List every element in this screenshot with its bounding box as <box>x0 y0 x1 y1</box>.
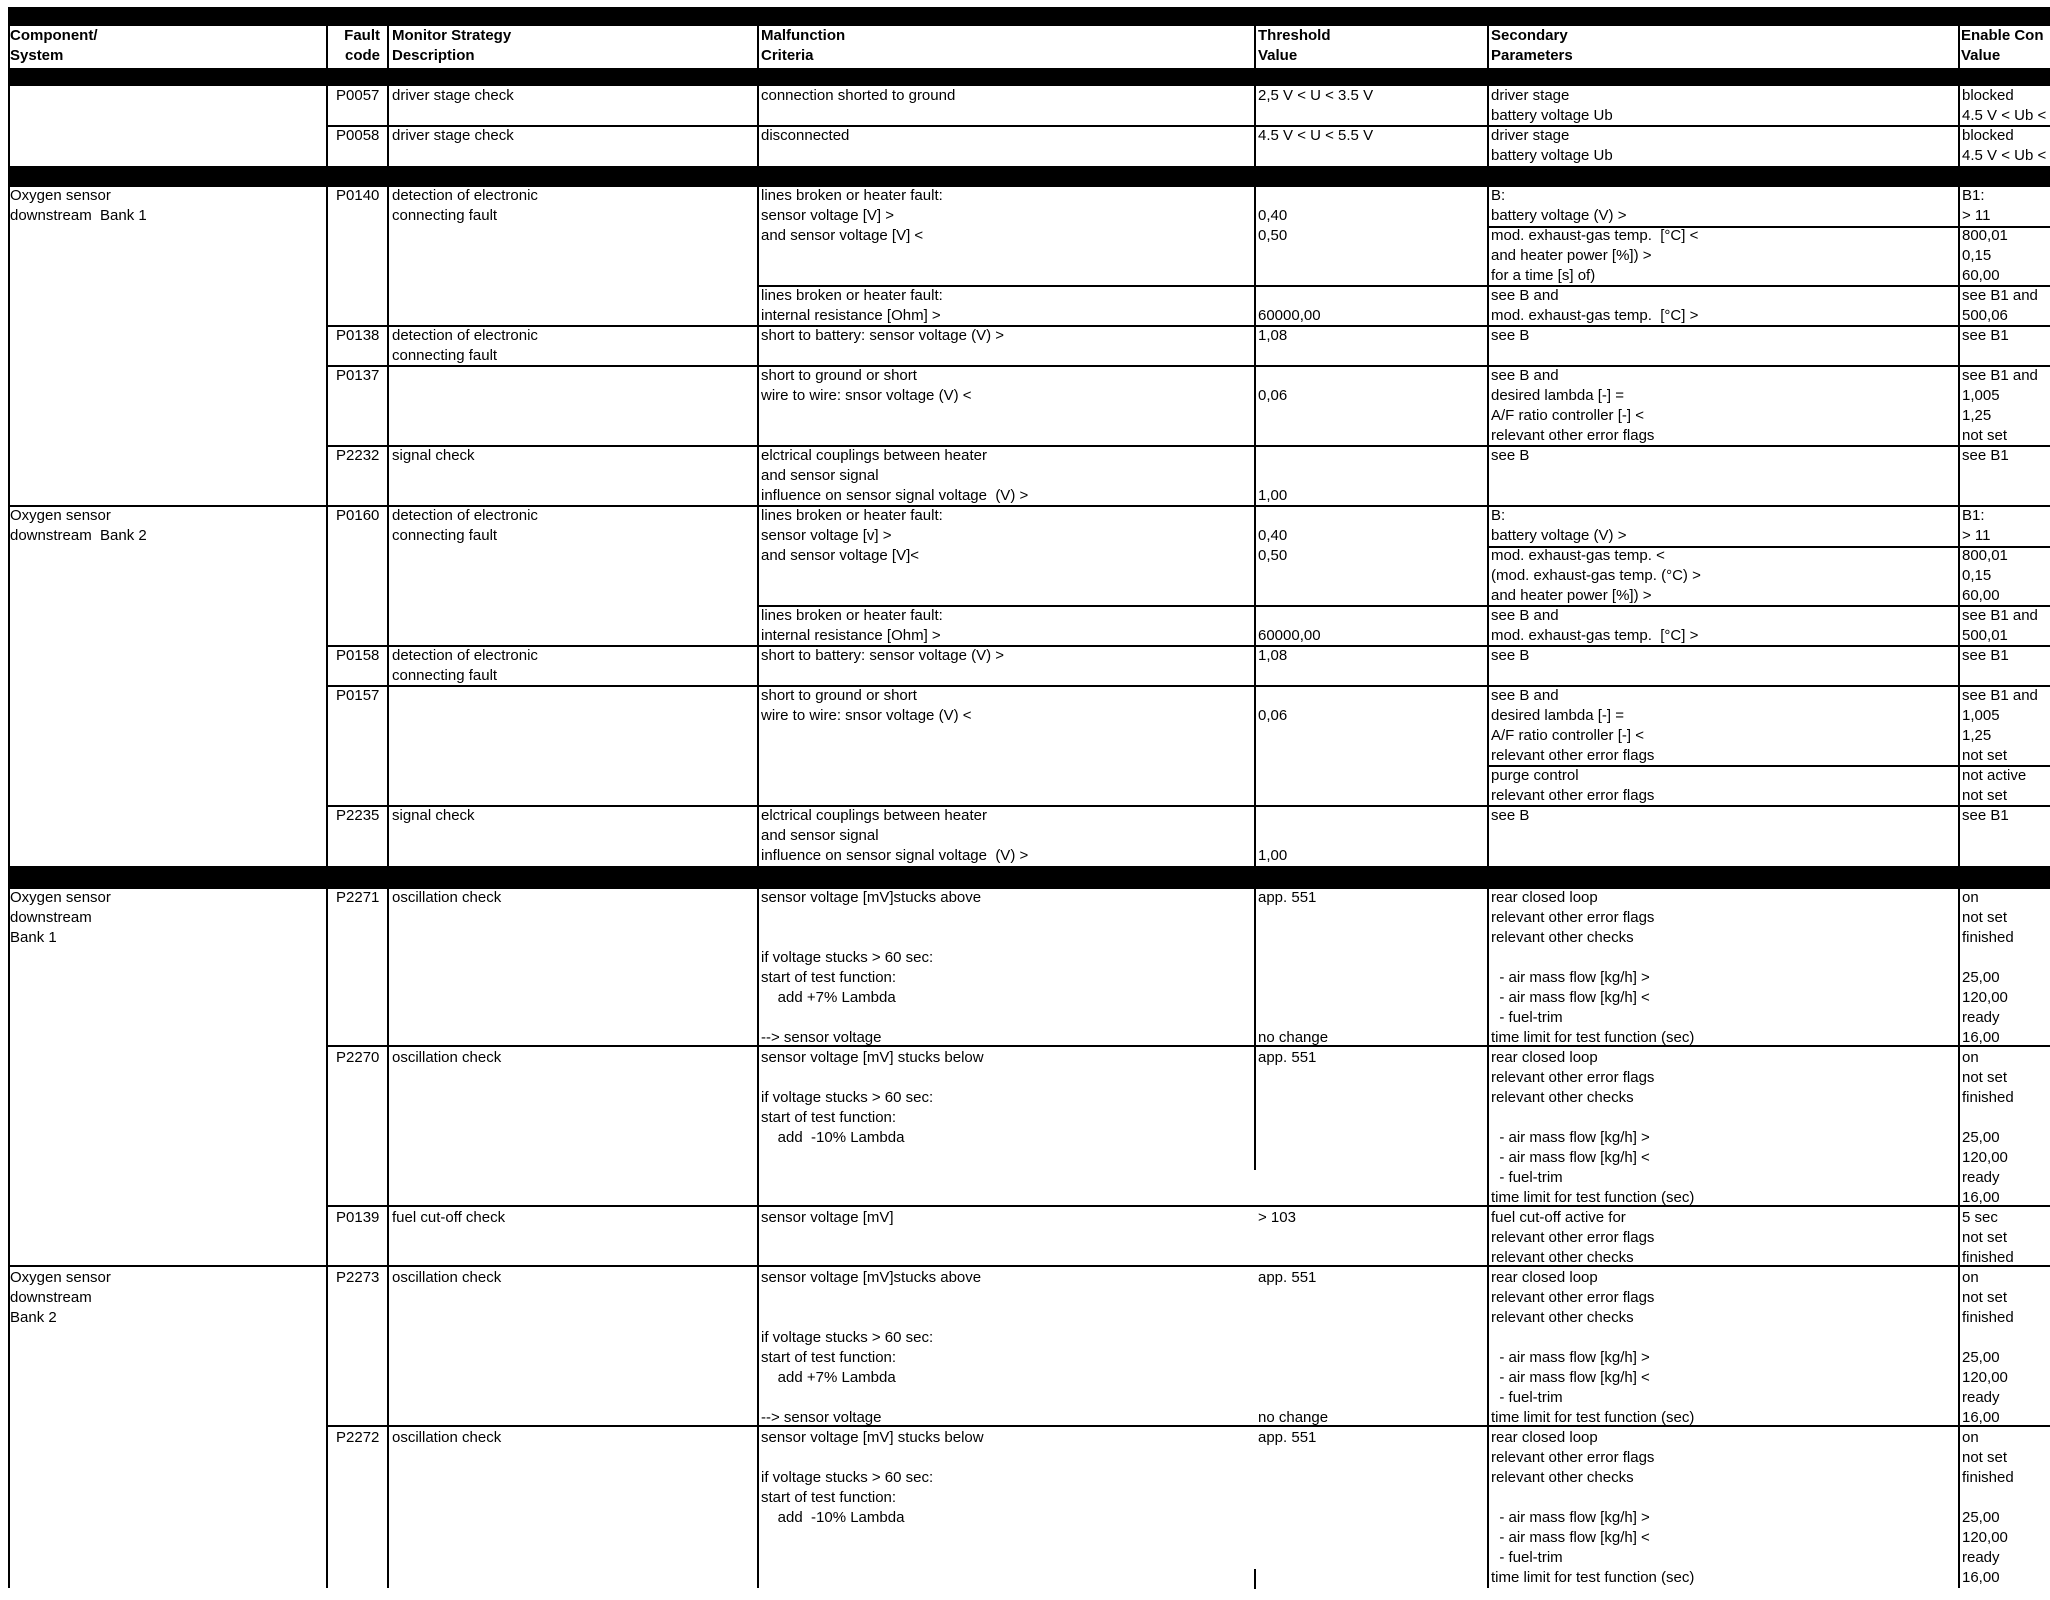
monitor-description: oscillation check <box>392 889 502 906</box>
threshold-value: 0,06 <box>1258 387 1288 404</box>
threshold-value: 60000,00 <box>1258 627 1321 644</box>
secondary-parameters: rear closed loop relevant other error flags relevant other checks - air mass flow [kg/h] > - air mass flow [kg/h] < - fuel-trim time limit for test function (sec) <box>1491 1269 1695 1426</box>
secondary-parameters: see B <box>1491 447 1530 464</box>
secondary-parameters: B: battery voltage (V) > mod. exhaust-gas temp. < (mod. exhaust-gas temp. (°C) > and heater power [%]) > <box>1491 507 1701 604</box>
enable-value: see B1 <box>1962 647 2009 664</box>
monitor-description: oscillation check <box>392 1269 502 1286</box>
malfunction-criteria: connection shorted to ground <box>761 87 956 104</box>
malfunction-criteria: short to ground or short wire to wire: snsor voltage (V) < <box>761 367 972 404</box>
malfunction-criteria: sensor voltage [mV] stucks below if voltage stucks > 60 sec: start of test function: add -10% Lambda <box>761 1429 984 1526</box>
secondary-parameters: rear closed loop relevant other error flags relevant other checks - air mass flow [kg/h] > - air mass flow [kg/h] < - fuel-trim time limit for test function (sec) <box>1491 1429 1695 1586</box>
malfunction-criteria: lines broken or heater fault: sensor voltage [v] > and sensor voltage [V]< <box>761 507 943 564</box>
malfunction-criteria: lines broken or heater fault: sensor voltage [V] > and sensor voltage [V] < <box>761 187 943 244</box>
secondary-parameters: rear closed loop relevant other error flags relevant other checks - air mass flow [kg/h] > - air mass flow [kg/h] < - fuel-trim time limit for test function (sec) <box>1491 1049 1695 1206</box>
fault-code: P0157 <box>336 687 380 704</box>
malfunction-criteria: sensor voltage [mV] <box>761 1209 894 1226</box>
fault-code: P0058 <box>336 127 380 144</box>
section-band <box>8 68 2050 86</box>
threshold-value: 4.5 V < U < 5.5 V <box>1258 127 1374 144</box>
row-divider <box>326 805 2050 807</box>
threshold-value: 1,08 <box>1258 327 1288 344</box>
fault-code: P2232 <box>336 447 380 464</box>
monitor-description: detection of electronic connecting fault <box>392 187 538 224</box>
col-divider <box>1254 26 1256 1170</box>
threshold-value: app. 551 <box>1258 1049 1317 1066</box>
component-system: Oxygen sensor downstream Bank 1 <box>10 187 147 224</box>
component-system: Oxygen sensor downstream Bank 1 <box>10 889 111 946</box>
monitor-description: detection of electronic connecting fault <box>392 327 538 364</box>
secondary-parameters: see B <box>1491 647 1530 664</box>
secondary-parameters: driver stage battery voltage Ub <box>1491 127 1613 164</box>
malfunction-criteria: short to battery: sensor voltage (V) > <box>761 327 1005 344</box>
header-monitor-strategy: Monitor Strategy Description <box>392 27 512 64</box>
threshold-value: 2,5 V < U < 3.5 V <box>1258 87 1374 104</box>
col-divider <box>757 26 759 1588</box>
fault-code: P0138 <box>336 327 380 344</box>
fault-code: P2270 <box>336 1049 380 1066</box>
header-enable: Enable Con Value <box>1961 27 2044 64</box>
row-divider <box>326 645 2050 647</box>
header-secondary: Secondary Parameters <box>1491 27 1573 64</box>
row-divider <box>326 685 2050 687</box>
secondary-parameters: see B and mod. exhaust-gas temp. [°C] > <box>1491 607 1699 644</box>
malfunction-criteria: lines broken or heater fault: internal resistance [Ohm] > <box>761 287 943 324</box>
col-divider <box>387 26 389 1588</box>
threshold-value: 1,00 <box>1258 487 1288 504</box>
malfunction-criteria: sensor voltage [mV] stucks below if voltage stucks > 60 sec: start of test function: add -10% Lambda <box>761 1049 984 1146</box>
threshold-value: 0,40 0,50 <box>1258 527 1288 564</box>
malfunction-criteria: short to battery: sensor voltage (V) > <box>761 647 1005 664</box>
secondary-parameters: fuel cut-off active for relevant other error flags relevant other checks <box>1491 1209 1655 1266</box>
monitor-description: fuel cut-off check <box>392 1209 506 1226</box>
secondary-parameters: B: battery voltage (V) > mod. exhaust-gas temp. [°C] < and heater power [%]) > for a time [s] of) <box>1491 187 1699 284</box>
row-divider <box>326 325 2050 327</box>
enable-value: see B1 and 500,06 <box>1962 287 2038 324</box>
secondary-parameters: driver stage battery voltage Ub <box>1491 87 1613 124</box>
col-divider <box>1487 26 1489 1588</box>
fault-code: P0158 <box>336 647 380 664</box>
enable-value: see B1 <box>1962 807 2009 824</box>
malfunction-criteria: elctrical couplings between heater and sensor signal influence on sensor signal voltage (V) > <box>761 447 1029 504</box>
malfunction-criteria: elctrical couplings between heater and sensor signal influence on sensor signal voltage (V) > <box>761 807 1029 864</box>
fault-code: P2273 <box>336 1269 380 1286</box>
malfunction-criteria: disconnected <box>761 127 850 144</box>
monitor-description: signal check <box>392 807 475 824</box>
row-divider <box>326 125 2050 127</box>
threshold-value: app. 551 no change <box>1258 889 1329 1046</box>
threshold-value: 60000,00 <box>1258 307 1321 324</box>
component-system: Oxygen sensor downstream Bank 2 <box>10 507 147 544</box>
enable-value: on not set finished 25,00 120,00 ready 16,00 <box>1962 1269 2014 1426</box>
fault-code: P2235 <box>336 807 380 824</box>
row-divider <box>326 365 2050 367</box>
header-threshold: Threshold Value <box>1258 27 1331 64</box>
row-divider <box>326 1045 2050 1047</box>
monitor-description: driver stage check <box>392 127 514 144</box>
fault-code: P2271 <box>336 889 380 906</box>
secondary-parameters: see B <box>1491 327 1530 344</box>
header-component: Component/ System <box>10 27 98 64</box>
monitor-description: driver stage check <box>392 87 514 104</box>
row-divider <box>757 285 2050 287</box>
row-divider <box>326 1205 2050 1207</box>
monitor-description: detection of electronic connecting fault <box>392 647 538 684</box>
threshold-value: > 103 <box>1258 1209 1296 1226</box>
row-divider <box>8 505 2050 507</box>
enable-value: see B1 <box>1962 327 2009 344</box>
col-divider <box>1254 1569 1256 1589</box>
secondary-parameters: rear closed loop relevant other error flags relevant other checks - air mass flow [kg/h] > - air mass flow [kg/h] < - fuel-trim time limit for test function (sec) <box>1491 889 1695 1046</box>
enable-value: 5 sec not set finished <box>1962 1209 2014 1266</box>
col-divider <box>326 26 328 1588</box>
fault-code: P0140 <box>336 187 380 204</box>
col-divider <box>1958 26 1960 1588</box>
section-band <box>8 166 2050 187</box>
malfunction-criteria: sensor voltage [mV]stucks above if voltage stucks > 60 sec: start of test function: add +7% Lambda --> sensor voltage <box>761 889 982 1046</box>
fault-code: P0139 <box>336 1209 380 1226</box>
enable-value: B1: > 11 800,01 0,15 60,00 <box>1962 187 2008 284</box>
row-divider <box>8 1265 2050 1267</box>
threshold-value: 1,00 <box>1258 847 1288 864</box>
monitor-description: oscillation check <box>392 1429 502 1446</box>
fault-code: P0160 <box>336 507 380 524</box>
enable-value: on not set finished 25,00 120,00 ready 16,00 <box>1962 889 2014 1046</box>
row-divider <box>757 605 2050 607</box>
fault-code: P0137 <box>336 367 380 384</box>
enable-value: on not set finished 25,00 120,00 ready 16,00 <box>1962 1049 2014 1206</box>
enable-value: see B1 and 500,01 <box>1962 607 2038 644</box>
component-system: Oxygen sensor downstream Bank 2 <box>10 1269 111 1326</box>
enable-value: on not set finished 25,00 120,00 ready 16,00 <box>1962 1429 2014 1586</box>
enable-value: see B1 and 1,005 1,25 not set <box>1962 367 2038 444</box>
row-divider <box>326 1425 2050 1427</box>
section-band <box>8 866 2050 889</box>
fault-code: P0057 <box>336 87 380 104</box>
malfunction-criteria: short to ground or short wire to wire: snsor voltage (V) < <box>761 687 972 724</box>
monitor-description: signal check <box>392 447 475 464</box>
malfunction-criteria: lines broken or heater fault: internal resistance [Ohm] > <box>761 607 943 644</box>
enable-value: blocked 4.5 V < Ub < <box>1962 87 2047 124</box>
enable-value: blocked 4.5 V < Ub < <box>1962 127 2047 164</box>
monitor-description: oscillation check <box>392 1049 502 1066</box>
secondary-parameters: see B and desired lambda [-] = A/F ratio controller [-] < relevant other error flags <box>1491 367 1655 444</box>
header-malfunction-criteria: Malfunction Criteria <box>761 27 846 64</box>
enable-value: see B1 <box>1962 447 2009 464</box>
col-divider <box>8 26 10 1588</box>
secondary-parameters: see B and mod. exhaust-gas temp. [°C] > <box>1491 287 1699 324</box>
secondary-parameters: see B <box>1491 807 1530 824</box>
enable-value: B1: > 11 800,01 0,15 60,00 <box>1962 507 2008 604</box>
threshold-value: app. 551 <box>1258 1429 1317 1446</box>
threshold-value: 0,40 0,50 <box>1258 207 1288 244</box>
fault-code: P2272 <box>336 1429 380 1446</box>
secondary-parameters: see B and desired lambda [-] = A/F ratio controller [-] < relevant other error flags purge control relevant other error flags <box>1491 687 1655 804</box>
header-top-bar <box>8 7 2050 26</box>
monitor-description: detection of electronic connecting fault <box>392 507 538 544</box>
enable-value: see B1 and 1,005 1,25 not set not active not set <box>1962 687 2038 804</box>
row-divider <box>326 445 2050 447</box>
threshold-value: app. 551 no change <box>1258 1269 1329 1426</box>
header-fault-code: Fault code <box>344 27 380 64</box>
malfunction-criteria: sensor voltage [mV]stucks above if voltage stucks > 60 sec: start of test function: add +7% Lambda --> sensor voltage <box>761 1269 982 1426</box>
threshold-value: 0,06 <box>1258 707 1288 724</box>
threshold-value: 1,08 <box>1258 647 1288 664</box>
